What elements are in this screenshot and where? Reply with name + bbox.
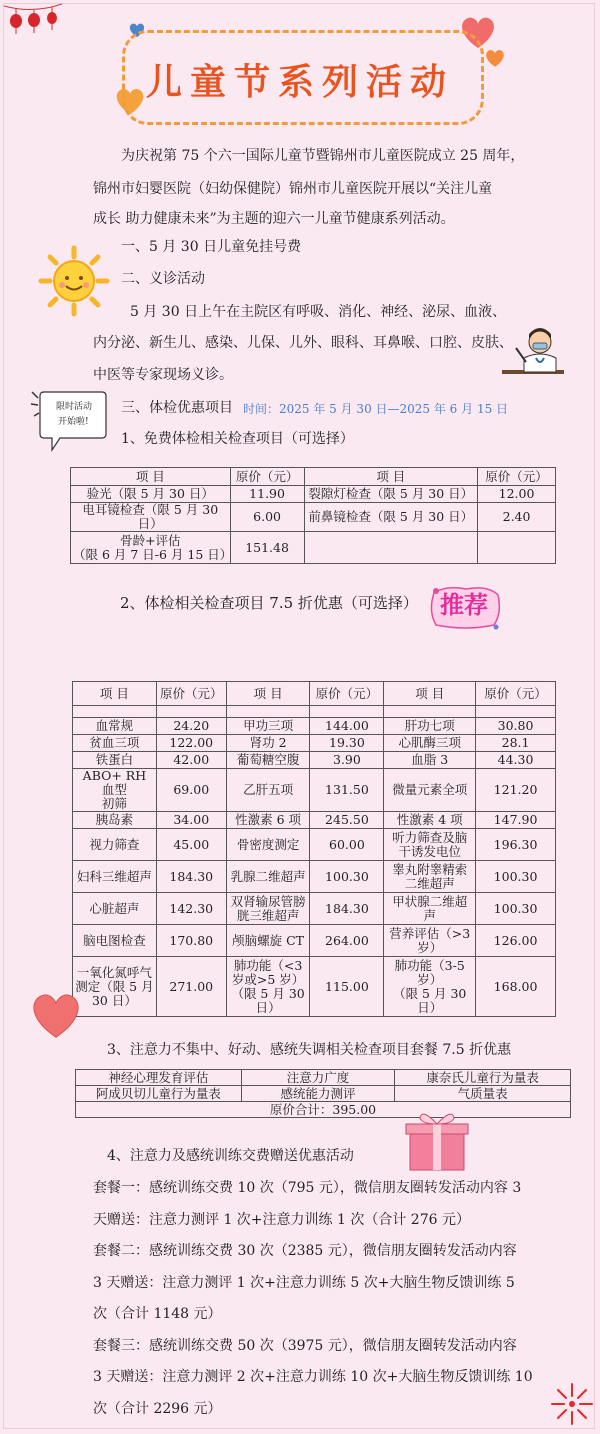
table-cell: 12.00 — [478, 486, 556, 503]
intro-line: 成长 助力健康未来”为主题的迎六一儿童节健康系列活动。 — [93, 211, 455, 227]
table-cell — [73, 706, 157, 718]
table-row — [73, 829, 556, 861]
table-cell — [156, 706, 226, 718]
table-cell: 100.30 — [476, 861, 556, 893]
table-cell: 264.00 — [310, 925, 384, 957]
table-cell: 视力筛查 — [73, 829, 157, 861]
table-cell: 微量元素全项 — [384, 769, 476, 812]
table-cell: 6.00 — [230, 503, 304, 532]
table-cell — [310, 706, 384, 718]
table-cell: 肺功能（3-5 岁） （限 5 月 30 日） — [384, 957, 476, 1017]
table-cell: 2.40 — [478, 503, 556, 532]
table-cell: 3.90 — [310, 752, 384, 769]
table-cell: 115.00 — [310, 957, 384, 1017]
table-cell: 原价（元） — [310, 682, 384, 706]
gift-box-icon — [402, 1108, 472, 1172]
table-cell — [304, 532, 478, 564]
table-cell: 性激素 6 项 — [226, 812, 310, 829]
table-cell: ABO+ RH 血型 初筛 — [73, 769, 157, 812]
table-cell: 甲功三项 — [226, 718, 310, 735]
table-cell — [476, 706, 556, 718]
heart-icon — [28, 990, 84, 1040]
table-cell: 电耳镜检查（限 5 月 30 日） — [71, 503, 231, 532]
table-cell: 铁蛋白 — [73, 752, 157, 769]
sub-heading: 2、体检相关检查项目 7.5 折优惠（可选择） — [120, 594, 418, 612]
table-cell: 原价（元） — [230, 468, 304, 486]
sub-heading: 3、注意力不集中、好动、感统失调相关检查项目套餐 7.5 折优惠 — [107, 1042, 512, 1058]
table-cell: 122.00 — [156, 735, 226, 752]
intro-line: 为庆祝第 75 个六一国际儿童节暨锦州市儿童医院成立 25 周年， — [121, 148, 525, 164]
badge-line: 开始啦! — [58, 417, 89, 427]
section-heading: 三、体检优惠项目 — [121, 400, 233, 416]
table-cell: 骨龄+评估 （限 6 月 7 日-6 月 15 日） — [71, 532, 231, 564]
table-cell: 心脏超声 — [73, 893, 157, 925]
table-cell: 42.00 — [156, 752, 226, 769]
table-cell: 184.30 — [156, 861, 226, 893]
table-cell: 心肌酶三项 — [384, 735, 476, 752]
discount-exam-table — [72, 681, 556, 1017]
table-cell: 30.80 — [476, 718, 556, 735]
package-line: 套餐二：感统训练交费 30 次（2385 元），微信朋友圈转发活动内容 — [93, 1243, 517, 1259]
table-cell: 胰岛素 — [73, 812, 157, 829]
table-cell: 24.20 — [156, 718, 226, 735]
table-cell: 项 目 — [384, 682, 476, 706]
table-row — [73, 861, 556, 893]
table-cell: 气质量表 — [395, 1086, 571, 1102]
package-line: 次（合计 2296 元） — [93, 1401, 222, 1417]
table-cell: 142.30 — [156, 893, 226, 925]
table-cell: 184.30 — [310, 893, 384, 925]
table-cell: 感统能力测评 — [241, 1086, 395, 1102]
recommend-text: 推荐 — [440, 591, 488, 619]
table-cell: 69.00 — [156, 769, 226, 812]
table-cell: 34.00 — [156, 812, 226, 829]
table-cell: 项 目 — [73, 682, 157, 706]
table-row — [73, 735, 556, 752]
table-cell — [384, 706, 476, 718]
table-cell: 听力筛查及脑 干诱发电位 — [384, 829, 476, 861]
table-cell: 血常规 — [73, 718, 157, 735]
table-cell: 28.1 — [476, 735, 556, 752]
table-cell: 121.20 — [476, 769, 556, 812]
table-row — [73, 957, 556, 1017]
table-cell: 颅脑螺旋 CT — [226, 925, 310, 957]
table-cell: 原价（元） — [156, 682, 226, 706]
table-cell: 注意力广度 — [241, 1070, 395, 1086]
table-row — [73, 718, 556, 735]
package-line: 3 天赠送：注意力测评 2 次+注意力训练 10 次+大脑生物反馈训练 10 — [93, 1369, 533, 1385]
table-cell: 100.30 — [310, 861, 384, 893]
package-line: 套餐三：感统训练交费 50 次（3975 元），微信朋友圈转发活动内容 — [93, 1338, 517, 1354]
table-cell: 245.50 — [310, 812, 384, 829]
sub-heading: 1、免费体检相关检查项目（可选择） — [121, 431, 354, 447]
clinic-line: 内分泌、新生儿、感染、儿保、儿外、眼科、耳鼻喉、口腔、皮肤、 — [93, 335, 513, 351]
table-cell — [226, 706, 310, 718]
package-line: 3 天赠送：注意力测评 1 次+注意力训练 5 次+大脑生物反馈训练 5 — [93, 1275, 515, 1291]
table-cell: 项 目 — [226, 682, 310, 706]
badge-line: 限时活动 — [56, 402, 93, 412]
table-cell — [478, 532, 556, 564]
total-price: 原价合计：395.00 — [76, 1102, 571, 1118]
activity-time: 时间：2025 年 5 月 30 日—2025 年 6 月 15 日 — [243, 402, 509, 416]
package-line: 套餐一：感统训练交费 10 次（795 元），微信朋友圈转发活动内容 3 — [93, 1180, 522, 1196]
table-cell: 原价（元） — [476, 682, 556, 706]
table-row — [73, 925, 556, 957]
package-line: 次（合计 1148 元） — [93, 1306, 222, 1322]
lantern-icon — [4, 0, 62, 40]
clinic-line: 5 月 30 日上午在主院区有呼吸、消化、神经、泌尿、血液、 — [130, 304, 507, 320]
table-cell: 血脂 3 — [384, 752, 476, 769]
section-heading: 一、5 月 30 日儿童免挂号费 — [121, 239, 302, 255]
table-cell: 睾丸附睾精索 二维超声 — [384, 861, 476, 893]
table-row — [71, 532, 556, 564]
table-cell: 乙肝五项 — [226, 769, 310, 812]
table-cell: 100.30 — [476, 893, 556, 925]
table-cell: 11.90 — [230, 486, 304, 503]
table-row — [71, 503, 556, 532]
table-total-row — [76, 1102, 571, 1118]
page-title: 儿童节系列活动 — [145, 62, 454, 103]
table-cell: 骨密度测定 — [226, 829, 310, 861]
package-line: 天赠送：注意力测评 1 次+注意力训练 1 次（合计 276 元） — [93, 1212, 470, 1228]
sun-icon — [38, 245, 110, 317]
table-row — [73, 769, 556, 812]
table-cell: 甲状腺二维超 声 — [384, 893, 476, 925]
table-cell: 妇科三维超声 — [73, 861, 157, 893]
table-cell: 脑电图检查 — [73, 925, 157, 957]
table-cell: 151.48 — [230, 532, 304, 564]
sub-heading: 4、注意力及感统训练交费赠送优惠活动 — [107, 1148, 354, 1164]
table-header-row — [71, 468, 556, 486]
table-row — [73, 812, 556, 829]
table-cell: 170.80 — [156, 925, 226, 957]
table-cell: 144.00 — [310, 718, 384, 735]
table-cell: 肾功 2 — [226, 735, 310, 752]
free-exam-table — [70, 467, 556, 564]
table-cell: 44.30 — [476, 752, 556, 769]
table-cell: 肝功七项 — [384, 718, 476, 735]
table-cell: 168.00 — [476, 957, 556, 1017]
table-cell: 126.00 — [476, 925, 556, 957]
attention-package-table — [75, 1069, 571, 1118]
table-cell: 原价（元） — [478, 468, 556, 486]
table-row — [76, 1070, 571, 1086]
table-cell: 性激素 4 项 — [384, 812, 476, 829]
table-cell: 双肾输尿管膀 胱三维超声 — [226, 893, 310, 925]
table-cell: 神经心理发育评估 — [76, 1070, 242, 1086]
table-cell: 196.30 — [476, 829, 556, 861]
section-heading: 二、义诊活动 — [121, 271, 205, 287]
table-row — [71, 486, 556, 503]
table-row — [73, 893, 556, 925]
table-header-row — [73, 682, 556, 706]
intro-line: 锦州市妇婴医院（妇幼保健院）锦州市儿童医院开展以“关注儿童 — [93, 181, 493, 197]
table-cell: 一氧化氮呼气 测定（限 5 月 30 日） — [73, 957, 157, 1017]
doctor-icon — [494, 318, 566, 380]
table-cell: 肺功能（<3 岁或>5 岁） （限 5 月 30 日） — [226, 957, 310, 1017]
table-row — [76, 1086, 571, 1102]
table-cell: 阿成贝切儿童行为量表 — [76, 1086, 242, 1102]
table-cell: 60.00 — [310, 829, 384, 861]
table-cell: 271.00 — [156, 957, 226, 1017]
table-cell: 131.50 — [310, 769, 384, 812]
table-cell: 项 目 — [71, 468, 231, 486]
table-cell: 乳腺二维超声 — [226, 861, 310, 893]
table-cell: 147.90 — [476, 812, 556, 829]
table-cell: 贫血三项 — [73, 735, 157, 752]
table-cell: 康奈氏儿童行为量表 — [395, 1070, 571, 1086]
table-cell: 营养评估（>3 岁） — [384, 925, 476, 957]
table-cell: 19.30 — [310, 735, 384, 752]
table-cell: 葡萄糖空腹 — [226, 752, 310, 769]
table-cell: 45.00 — [156, 829, 226, 861]
table-gap-row — [73, 706, 556, 718]
firework-icon — [548, 1380, 596, 1428]
clinic-line: 中医等专家现场义诊。 — [93, 367, 233, 383]
table-row — [73, 752, 556, 769]
table-cell: 项 目 — [304, 468, 478, 486]
table-cell: 裂隙灯检查（限 5 月 30 日） — [304, 486, 478, 503]
table-cell: 前鼻镜检查（限 5 月 30 日） — [304, 503, 478, 532]
table-cell: 验光（限 5 月 30 日） — [71, 486, 231, 503]
